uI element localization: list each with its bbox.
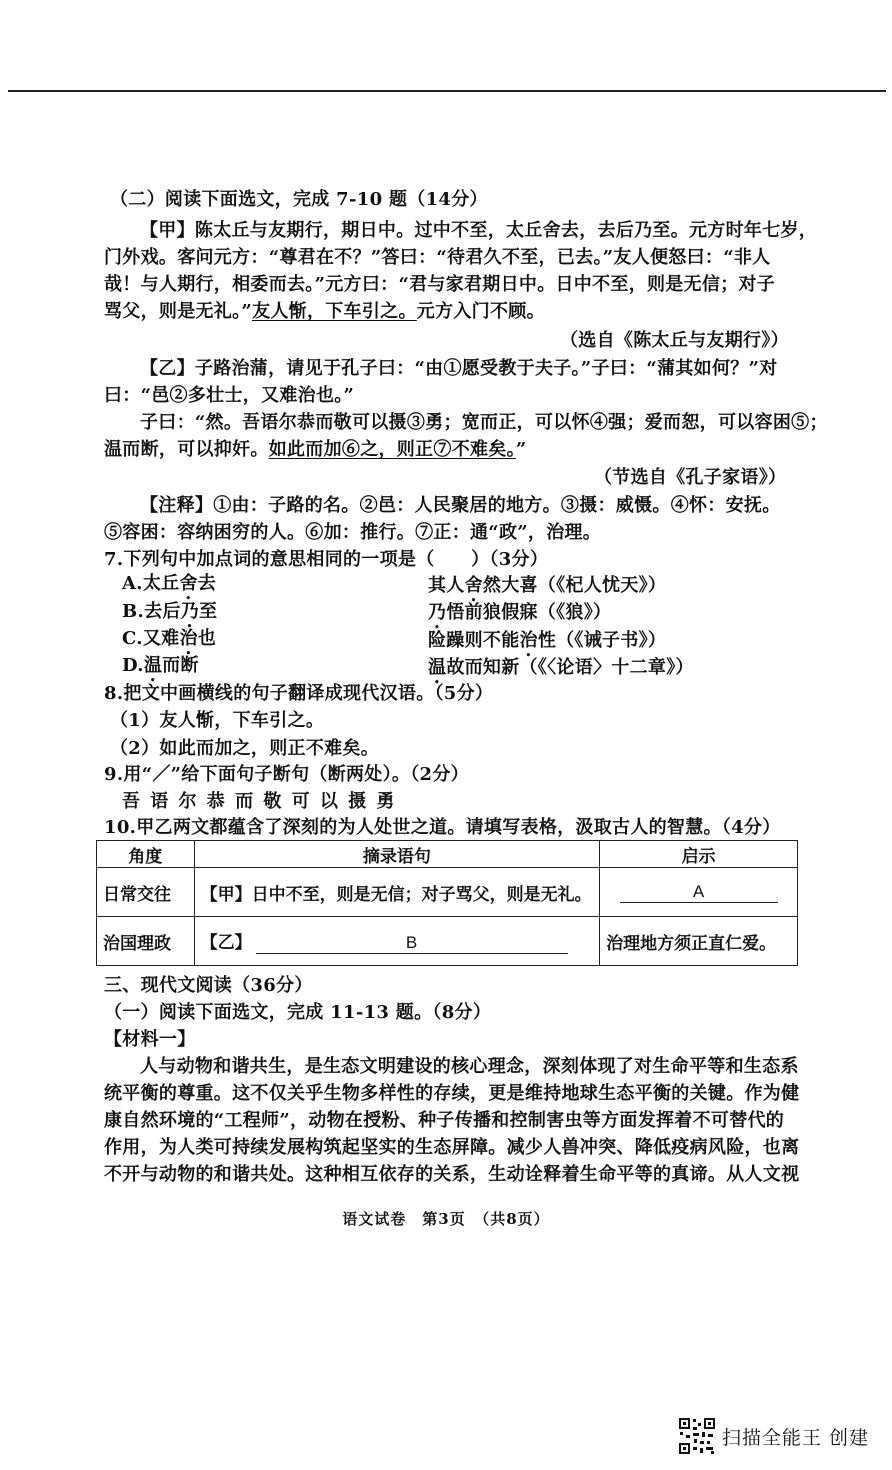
underlined-sentence: 友人惭，下车引之。	[252, 301, 417, 322]
option-right: 险躁则不能治性（《诫子书》）	[428, 630, 667, 651]
qr-code-icon	[678, 1417, 716, 1455]
material-label: 【材料一】	[104, 1029, 196, 1050]
passage-tag: 【乙】	[140, 358, 195, 379]
table-cell-angle: 日常交往	[97, 868, 195, 917]
notes-line-2: ⑤容困：容纳困穷的人。⑥加：推行。⑦正：通“政”，治理。	[104, 522, 602, 543]
dotted-word: 舍	[179, 573, 198, 594]
scanner-watermark: 扫描全能王 创建	[722, 1427, 870, 1449]
option-left: B.去后乃至	[122, 601, 218, 622]
material-line: 不开与动物的和谐共处。这种相互依存的关系，生动诠释着生命平等的真谛。从人文视	[104, 1164, 800, 1185]
dotted-word: 温	[428, 657, 447, 678]
dotted-word: 治	[519, 630, 538, 651]
passage-yi-line-2: 曰：“邑②多壮士，又难治也。”	[104, 385, 355, 406]
dotted-word: 温	[143, 655, 163, 676]
passage-yi-line-3: 子曰：“然。吾语尔恭而敬可以摄③勇；宽而正，可以怀④强；爱而恕，可以容困⑤；	[140, 412, 828, 433]
dotted-word: 乃	[180, 601, 199, 622]
passage-yi-line-1: 【乙】子路治蒲，请见于孔子曰：“由①愿受教于夫子。”子曰：“蒲其如何？”对	[140, 358, 778, 379]
passage-jia-line-4: 骂父，则是无礼。”友人惭，下车引之。元方入门不顾。	[104, 301, 545, 322]
material-line: 康自然环境的“工程师”，动物在授粉、种子传播和控制害虫等方面发挥着不可替代的	[104, 1110, 785, 1131]
answer-table	[96, 840, 798, 966]
option-right: 乃悟前狼假寐（《狼》）	[428, 602, 612, 623]
passage-jia-line-1: 【甲】陈太丘与友期行，期日中。过中不至，太丘舍去，去后乃至。元方时年七岁，	[140, 220, 818, 241]
answer-blank-b[interactable]: B	[256, 933, 568, 954]
table-header: 启示	[600, 841, 798, 868]
passage-source: （选自《陈太丘与友期行》）	[560, 330, 789, 351]
subsection-title: （一）阅读下面选文，完成 11-13 题。（8分）	[104, 1002, 492, 1023]
table-row	[97, 917, 798, 966]
passage-jia-line-3: 哉！与人期行，相委而去。”元方曰：“君与家君期日中。日中不至，则是无信；对子	[104, 274, 776, 295]
top-rule	[8, 90, 886, 92]
passage-yi-line-4: 温而断，可以抑奸。如此而加⑥之，则正⑦不难矣。”	[104, 439, 527, 460]
table-header-row	[97, 841, 798, 868]
table-cell-angle: 治国理政	[97, 917, 195, 966]
option-left: A.太丘舍去	[122, 573, 217, 594]
material-line: 统平衡的尊重。这不仅关乎生物多样性的存续，更是维持地球生态平衡的关键。作为健	[104, 1083, 800, 1104]
page-footer: 语文试卷 第3页 （共8页）	[342, 1210, 550, 1228]
part-3-title: 三、现代文阅读（36分）	[104, 975, 313, 996]
underlined-sentence: 如此而加⑥之，则正⑦不难矣。	[268, 439, 516, 460]
table-cell-quote	[194, 917, 600, 966]
material-line: 作用，为人类可持续发展构筑起坚实的生态屏障。减少人兽冲突、降低疫病风险，也离	[104, 1137, 800, 1158]
table-cell-lesson	[600, 868, 798, 917]
option-left: D.温而断	[122, 655, 199, 676]
dotted-word: 治	[179, 628, 198, 649]
question-9-sentence: 吾 语 尔 恭 而 敬 可 以 摄 勇	[122, 791, 397, 812]
notes-line-1: 【注释】①由：子路的名。②邑：人民聚居的地方。③摄：威慑。④怀：安抚。	[140, 495, 781, 516]
section-title: （二）阅读下面选文，完成 7-10 题（14分）	[110, 189, 488, 210]
question-8-item-1: （1）友人惭，下车引之。	[110, 710, 325, 731]
table-cell-lesson: 治理地方须正直仁爱。	[600, 917, 798, 966]
table-header: 角度	[97, 841, 195, 868]
passage-source: （节选自《孔子家语》）	[594, 467, 787, 488]
dotted-word: 乃	[428, 602, 447, 623]
dotted-word: 舍	[464, 575, 483, 596]
option-left: C.又难治也	[122, 628, 217, 649]
table-row	[97, 868, 798, 917]
option-right: 温故而知新（《〈论语〉十二章》）	[428, 657, 694, 678]
option-right: 其人舍然大喜（《杞人忧天》）	[428, 575, 667, 596]
question-8-item-2: （2）如此而加之，则正不难矣。	[110, 738, 380, 759]
question-10-stem: 10.甲乙两文都蕴含了深刻的为人处世之道。请填写表格，汲取古人的智慧。（4分）	[104, 817, 781, 838]
passage-tag: 【乙】	[200, 933, 252, 953]
passage-jia-line-2: 门外戏。客问元方：“尊君在不？”答曰：“待君久不至，已去。”友人便怒曰：“非人	[104, 247, 771, 268]
question-8-stem: 8.把文中画横线的句子翻译成现代汉语。（5分）	[104, 683, 494, 704]
question-9-stem: 9.用“／”给下面句子断句（断两处）。（2分）	[104, 764, 469, 785]
table-header: 摘录语句	[194, 841, 600, 868]
question-7-stem: 7.下列句中加点词的意思相同的一项是（ ）（3分）	[104, 549, 549, 570]
passage-tag: 【甲】	[140, 220, 195, 241]
answer-blank-a[interactable]: A	[620, 882, 778, 903]
material-line: 人与动物和谐共生，是生态文明建设的核心理念，深刻体现了对生命平等和生态系	[140, 1056, 799, 1077]
table-cell-quote: 【甲】日中不至，则是无信；对子骂父，则是无礼。	[194, 868, 600, 917]
